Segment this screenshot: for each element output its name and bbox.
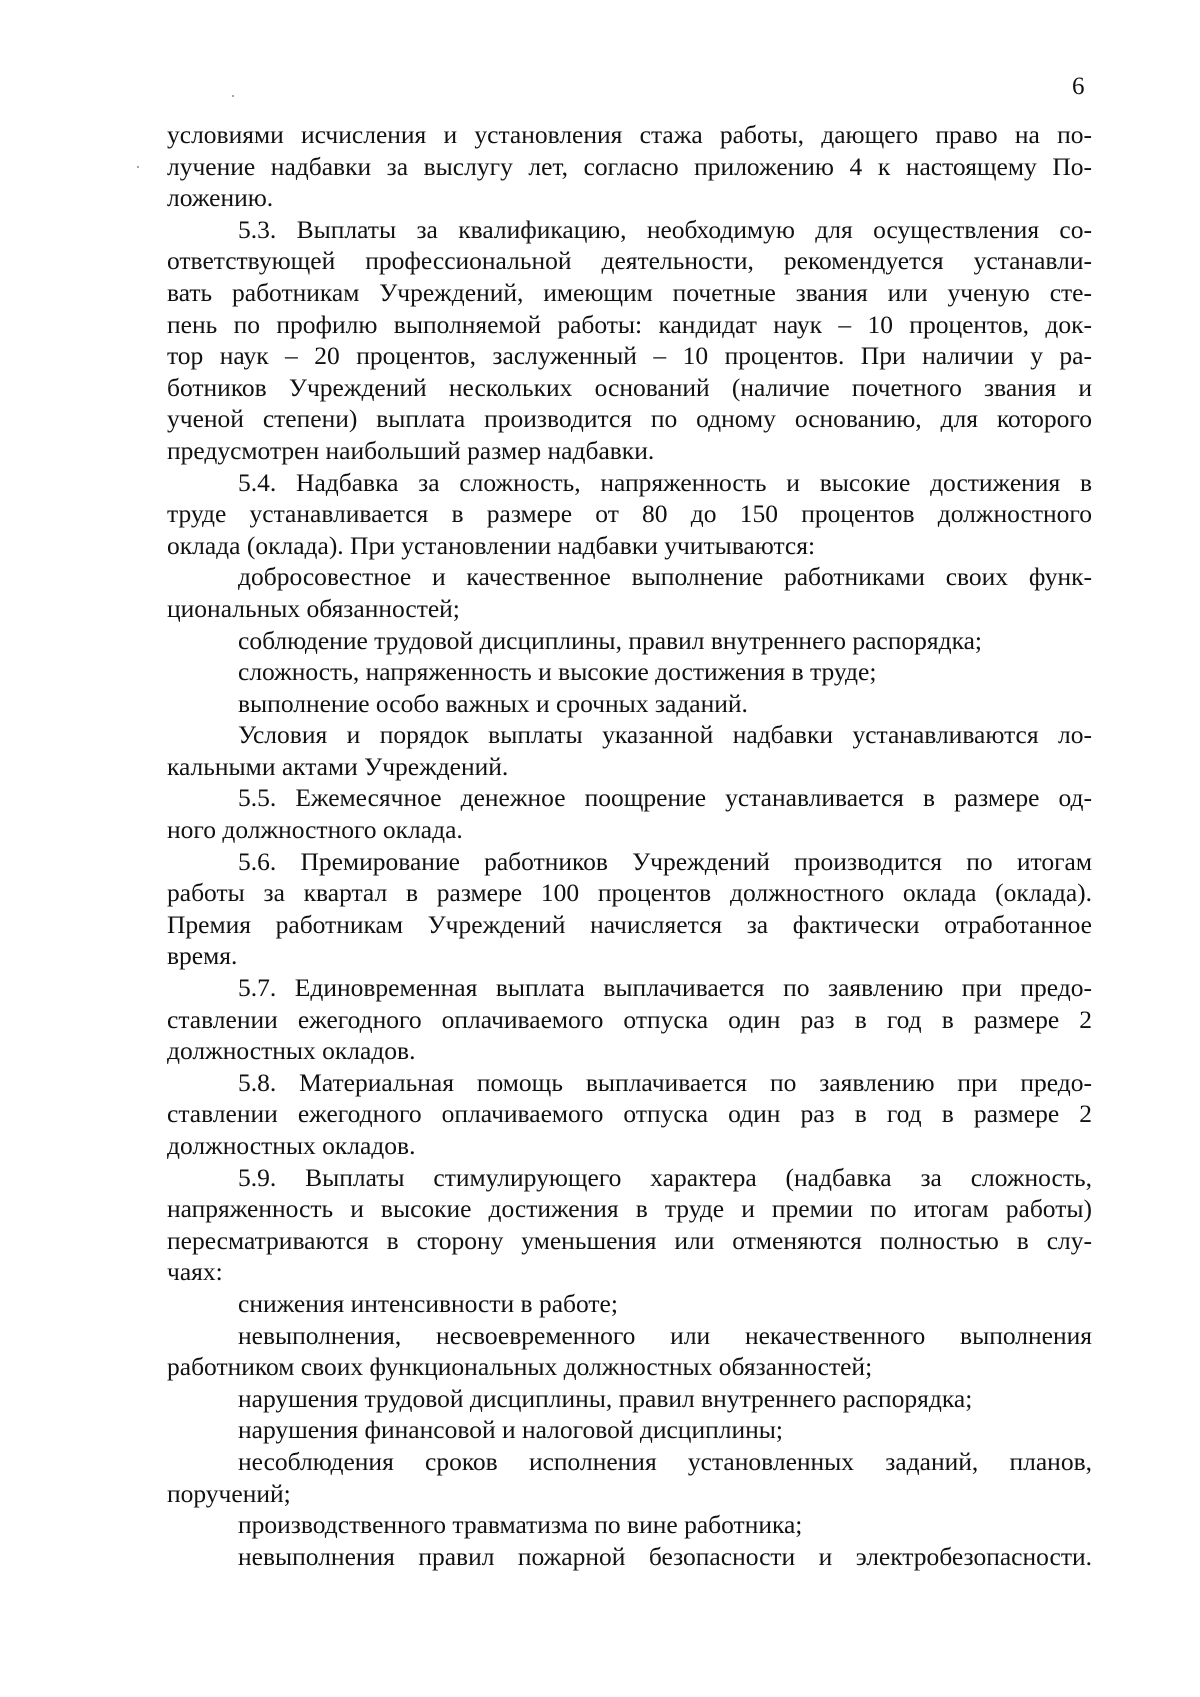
text-line: работы за квартал в размере 100 процентов должностного оклада (оклада). (167, 878, 1092, 908)
text-line: 5.4. Надбавка за сложность, напряженность и высокие достижения в (238, 467, 1092, 497)
text-line: напряженность и высокие достижения в труде и премии по итогам работы) (167, 1194, 1092, 1224)
text-line: циональных обязанностей; (167, 593, 460, 623)
text-line: должностных окладов. (167, 1131, 416, 1160)
text-line: поручений; (167, 1478, 291, 1508)
text-line: 5.9. Выплаты стимулирующего характера (надбавка за сложность, (238, 1162, 1092, 1192)
text-line: невыполнения правил пожарной безопасности и электробезопасности. (238, 1541, 1092, 1571)
text-line: предусмотрен наибольший размер надбавки. (167, 435, 655, 465)
text-line: сложность, напряженность и высокие достижения в труде; (238, 657, 877, 687)
text-line: пересматриваются в сторону уменьшения или отменяются полностью в слу- (167, 1225, 1092, 1255)
text-line: труде устанавливается в размере от 80 до 150 процентов должностного (167, 499, 1092, 529)
text-line: Условия и порядок выплаты указанной надбавки устанавливаются ло- (238, 720, 1092, 750)
text-line: чаях: (167, 1257, 223, 1287)
text-line: должностных окладов. (167, 1036, 416, 1066)
text-line: 5.3. Выплаты за квалификацию, необходимую для осуществления со- (238, 214, 1092, 244)
page-number: 6 (1072, 73, 1085, 100)
text-line: ботников Учреждений нескольких оснований (наличие почетного звания и (167, 372, 1092, 402)
text-line: время. (167, 941, 238, 971)
text-line: 5.5. Ежемесячное денежное поощрение устанавливается в размере од- (238, 783, 1092, 813)
text-line: ответствующей профессиональной деятельности, рекомендуется устанавли- (167, 246, 1092, 276)
text-line: Премия работникам Учреждений начисляется за фактически отработанное (167, 909, 1092, 939)
text-line: добросовестное и качественное выполнение работниками своих функ- (238, 562, 1092, 592)
text-line: оклада (оклада). При установлении надбавки учитываются: (167, 530, 816, 560)
text-line: кальными актами Учреждений. (167, 751, 509, 781)
scan-artifact (137, 166, 139, 168)
text-line: ставлении ежегодного оплачиваемого отпуска один раз в год в размере 2 (167, 1004, 1092, 1034)
text-line: вать работникам Учреждений, имеющим почетные звания или ученую сте- (167, 277, 1092, 307)
text-line: нарушения финансовой и налоговой дисциплины; (238, 1415, 783, 1445)
text-line: 5.6. Премирование работников Учреждений производится по итогам (238, 846, 1092, 876)
text-line: ставлении ежегодного оплачиваемого отпуска один раз в год в размере 2 (167, 1099, 1092, 1129)
text-line: ного должностного оклада. (167, 815, 463, 845)
text-line: снижения интенсивности в работе; (238, 1288, 618, 1318)
text-line: условиями исчисления и установления стажа работы, дающего право на по- (167, 120, 1092, 149)
text-line: нарушения трудовой дисциплины, правил внутреннего распорядка; (238, 1383, 973, 1413)
text-line: пень по профилю выполняемой работы: кандидат наук – 10 процентов, док- (167, 309, 1092, 339)
text-line: ученой степени) выплата производится по одному основанию, для которого (167, 404, 1092, 434)
text-line: лучение надбавки за выслугу лет, согласно приложению 4 к настоящему По- (167, 151, 1092, 181)
text-line: работником своих функциональных должностных обязанностей; (167, 1352, 873, 1382)
text-line: соблюдение трудовой дисциплины, правил внутреннего распорядка; (238, 625, 982, 655)
text-line: выполнение особо важных и срочных заданий. (238, 688, 748, 718)
text-line: тор наук – 20 процентов, заслуженный – 10 процентов. При наличии у ра- (167, 341, 1092, 371)
text-line: несоблюдения сроков исполнения установленных заданий, планов, (238, 1446, 1092, 1476)
text-line: невыполнения, несвоевременного или некачественного выполнения (238, 1320, 1092, 1350)
text-line: ложению. (167, 183, 274, 213)
text-line: производственного травматизма по вине работника; (238, 1510, 803, 1540)
text-line: 5.7. Единовременная выплата выплачивается по заявлению при предо- (238, 973, 1092, 1003)
text-line: 5.8. Материальная помощь выплачивается по заявлению при предо- (238, 1067, 1092, 1097)
document-body (167, 119, 1092, 1572)
scan-artifact (232, 95, 234, 97)
